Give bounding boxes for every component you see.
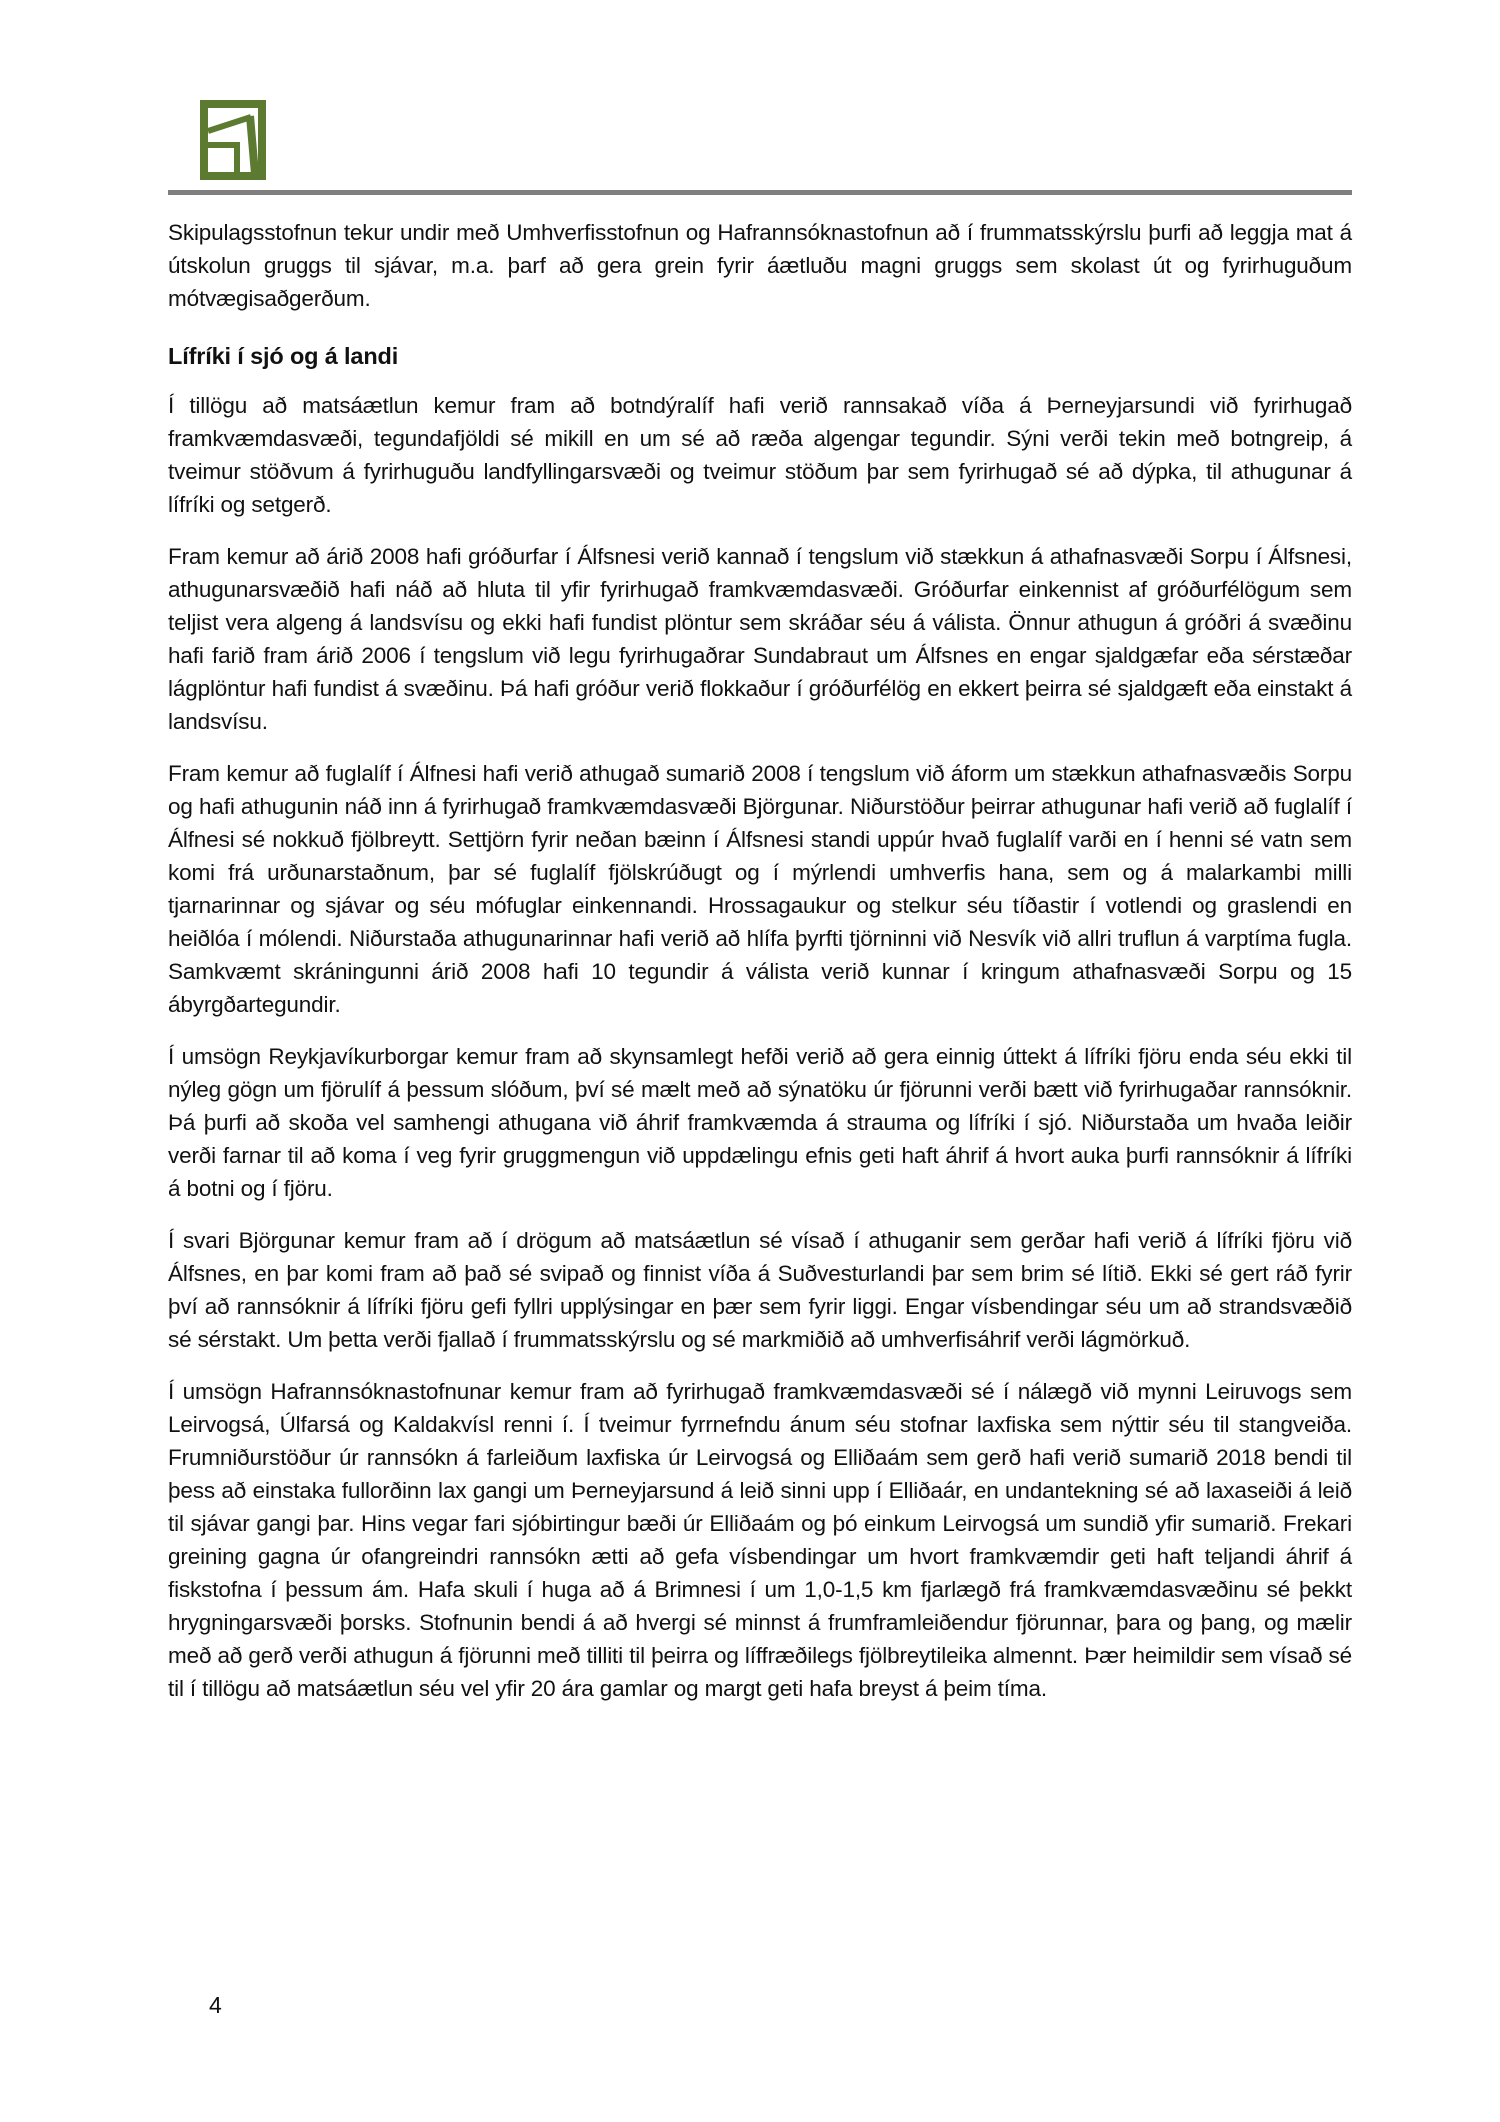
skipulagsstofnun-logo-icon [200,100,266,180]
body-paragraph: Fram kemur að árið 2008 hafi gróðurfar í Álfsnesi verið kannað í tengslum við stækkun á athafnasvæði Sorpu í Álfsnesi, athugunarsvæðið hafi náð að hluta til yfir fyrirhugað framkvæmdasvæði. Gróðurfar einkennist af gróðurfélögum sem teljist vera algeng á landsvísu og ekki hafi fundist plöntur sem skráðar séu á válista. Önnur athugun á gróðri á svæðinu hafi farið fram árið 2006 í tengslum við legu fyrirhugaðrar Sundabraut um Álfsnes en engar sjaldgæfar eða sérstæðar lágplöntur hafi fundist á svæðinu. Þá hafi gróður verið flokkaður í gróðurfélög en ekkert þeirra sé sjaldgæft eða einstakt á landsvísu. [168,544,1352,734]
page-number: 4 [209,1992,222,2018]
intro-paragraph: Skipulagsstofnun tekur undir með Umhverfisstofnun og Hafrannsóknastofnun að í frummatsskýrslu þurfi að leggja mat á útskolun gruggs til sjávar, m.a. þarf að gera grein fyrir áætluðu magni gruggs sem skolast út og fyrirhuguðum mótvægisaðgerðum. [168,220,1352,311]
body-paragraph: Í umsögn Reykjavíkurborgar kemur fram að skynsamlegt hefði verið að gera einnig úttekt á lífríki fjöru enda séu ekki til nýleg gögn um fjörulíf á þessum slóðum, því sé mælt með að sýnatöku úr fjörunni verði bætt við fyrirhugaðar rannsóknir. Þá þurfi að skoða vel samhengi athugana við áhrif framkvæmda á strauma og lífríki í sjó. Niðurstaða um hvaða leiðir verði farnar til að koma í veg fyrir gruggmengun við uppdælingu efnis geti haft áhrif á hvort auka þurfi rannsóknir á lífríki á botni og í fjöru. [168,1044,1352,1201]
section-heading: Lífríki í sjó og á landi [168,343,399,369]
body-paragraph: Í umsögn Hafrannsóknastofnunar kemur fram að fyrirhugað framkvæmdasvæði sé í nálægð við mynni Leiruvogs sem Leirvogsá, Úlfarsá og Kaldakvísl renni í. Í tveimur fyrrnefndu ánum séu stofnar laxfiska sem nýttir séu til stangveiða. Frumniðurstöður úr rannsókn á farleiðum laxfiska úr Leirvogsá og Elliðaám sem gerð hafi verið sumarið 2018 bendi til þess að einstaka fullorðinn lax gangi um Þerneyjarsund á leið sinni upp í Elliðaár, en undantekning sé að laxaseiði á leið til sjávar gangi þar. Hins vegar fari sjóbirtingur bæði úr Elliðaám og þó einkum Leirvogsá um sundið yfir sumarið. Frekari greining gagna úr ofangreindri rannsókn ætti að gefa vísbendingar um hvort framkvæmdir geti haft teljandi áhrif á fiskstofna í þessum ám. Hafa skuli í huga að á Brimnesi í um 1,0-1,5 km fjarlægð frá framkvæmdasvæðinu sé þekkt hrygningarsvæði þorsks. Stofnunin bendi á að hvergi sé minnst á frumframleiðendur fjörunnar, þara og þang, og mælir með að gerð verði athugun á fjörunni með tilliti til þeirra og líffræðilegs fjölbreytileika almennt. Þær heimildir sem vísað sé til í tillögu að matsáætlun séu vel yfir 20 ára gamlar og margt geti hafa breyst á þeim tíma. [168,1379,1352,1701]
document-content [168,216,1352,1724]
body-paragraph: Í svari Björgunar kemur fram að í drögum að matsáætlun sé vísað í athuganir sem gerðar hafi verið á lífríki fjöru við Álfsnes, en þar komi fram að það sé svipað og finnist víða á Suðvesturlandi þar sem brim sé lítið. Ekki sé gert ráð fyrir því að rannsóknir á lífríki fjöru gefi fyllri upplýsingar en þær sem fyrir liggi. Engar vísbendingar séu um að strandsvæðið sé sérstakt. Um þetta verði fjallað í frummatsskýrslu og sé markmiðið að umhverfisáhrif verði lágmörkuð. [168,1228,1352,1352]
body-paragraph: Fram kemur að fuglalíf í Álfnesi hafi verið athugað sumarið 2008 í tengslum við áform um stækkun athafnasvæðis Sorpu og hafi athugunin náð inn á fyrirhugað framkvæmdasvæði Björgunar. Niðurstöður þeirrar athugunar hafi verið að fuglalíf í Álfnesi sé nokkuð fjölbreytt. Settjörn fyrir neðan bæinn í Álfsnesi standi uppúr hvað fuglalíf varði en í henni sé vatn sem komi frá urðunarstaðnum, þar sé fuglalíf fjölskrúðugt og í mýrlendi umhverfis hana, sem og á malarkambi milli tjarnarinnar og sjávar og séu mófuglar einkennandi. Hrossagaukur og stelkur séu tíðastir í votlendi og graslendi en heiðlóa í mólendi. Niðurstaða athugunarinnar hafi verið að hlífa þyrfti tjörninni við Nesvík við allri truflun á varptíma fugla. Samkvæmt skráningunni árið 2008 hafi 10 tegundir á válista verið kunnar í kringum athafnasvæði Sorpu og 15 ábyrgðartegundir. [168,761,1352,1017]
logo-square-icon [200,100,266,180]
body-paragraph: Í tillögu að matsáætlun kemur fram að botndýralíf hafi verið rannsakað víða á Þerneyjarsundi við fyrirhugað framkvæmdasvæði, tegundafjöldi sé mikill en um sé að ræða algengar tegundir. Sýni verði tekin með botngreip, á tveimur stöðvum á fyrirhuguðu landfyllingarsvæði og tveimur stöðum þar sem fyrirhugað sé að dýpka, til athugunar á lífríki og setgerð. [168,393,1352,517]
header-divider [168,190,1352,195]
